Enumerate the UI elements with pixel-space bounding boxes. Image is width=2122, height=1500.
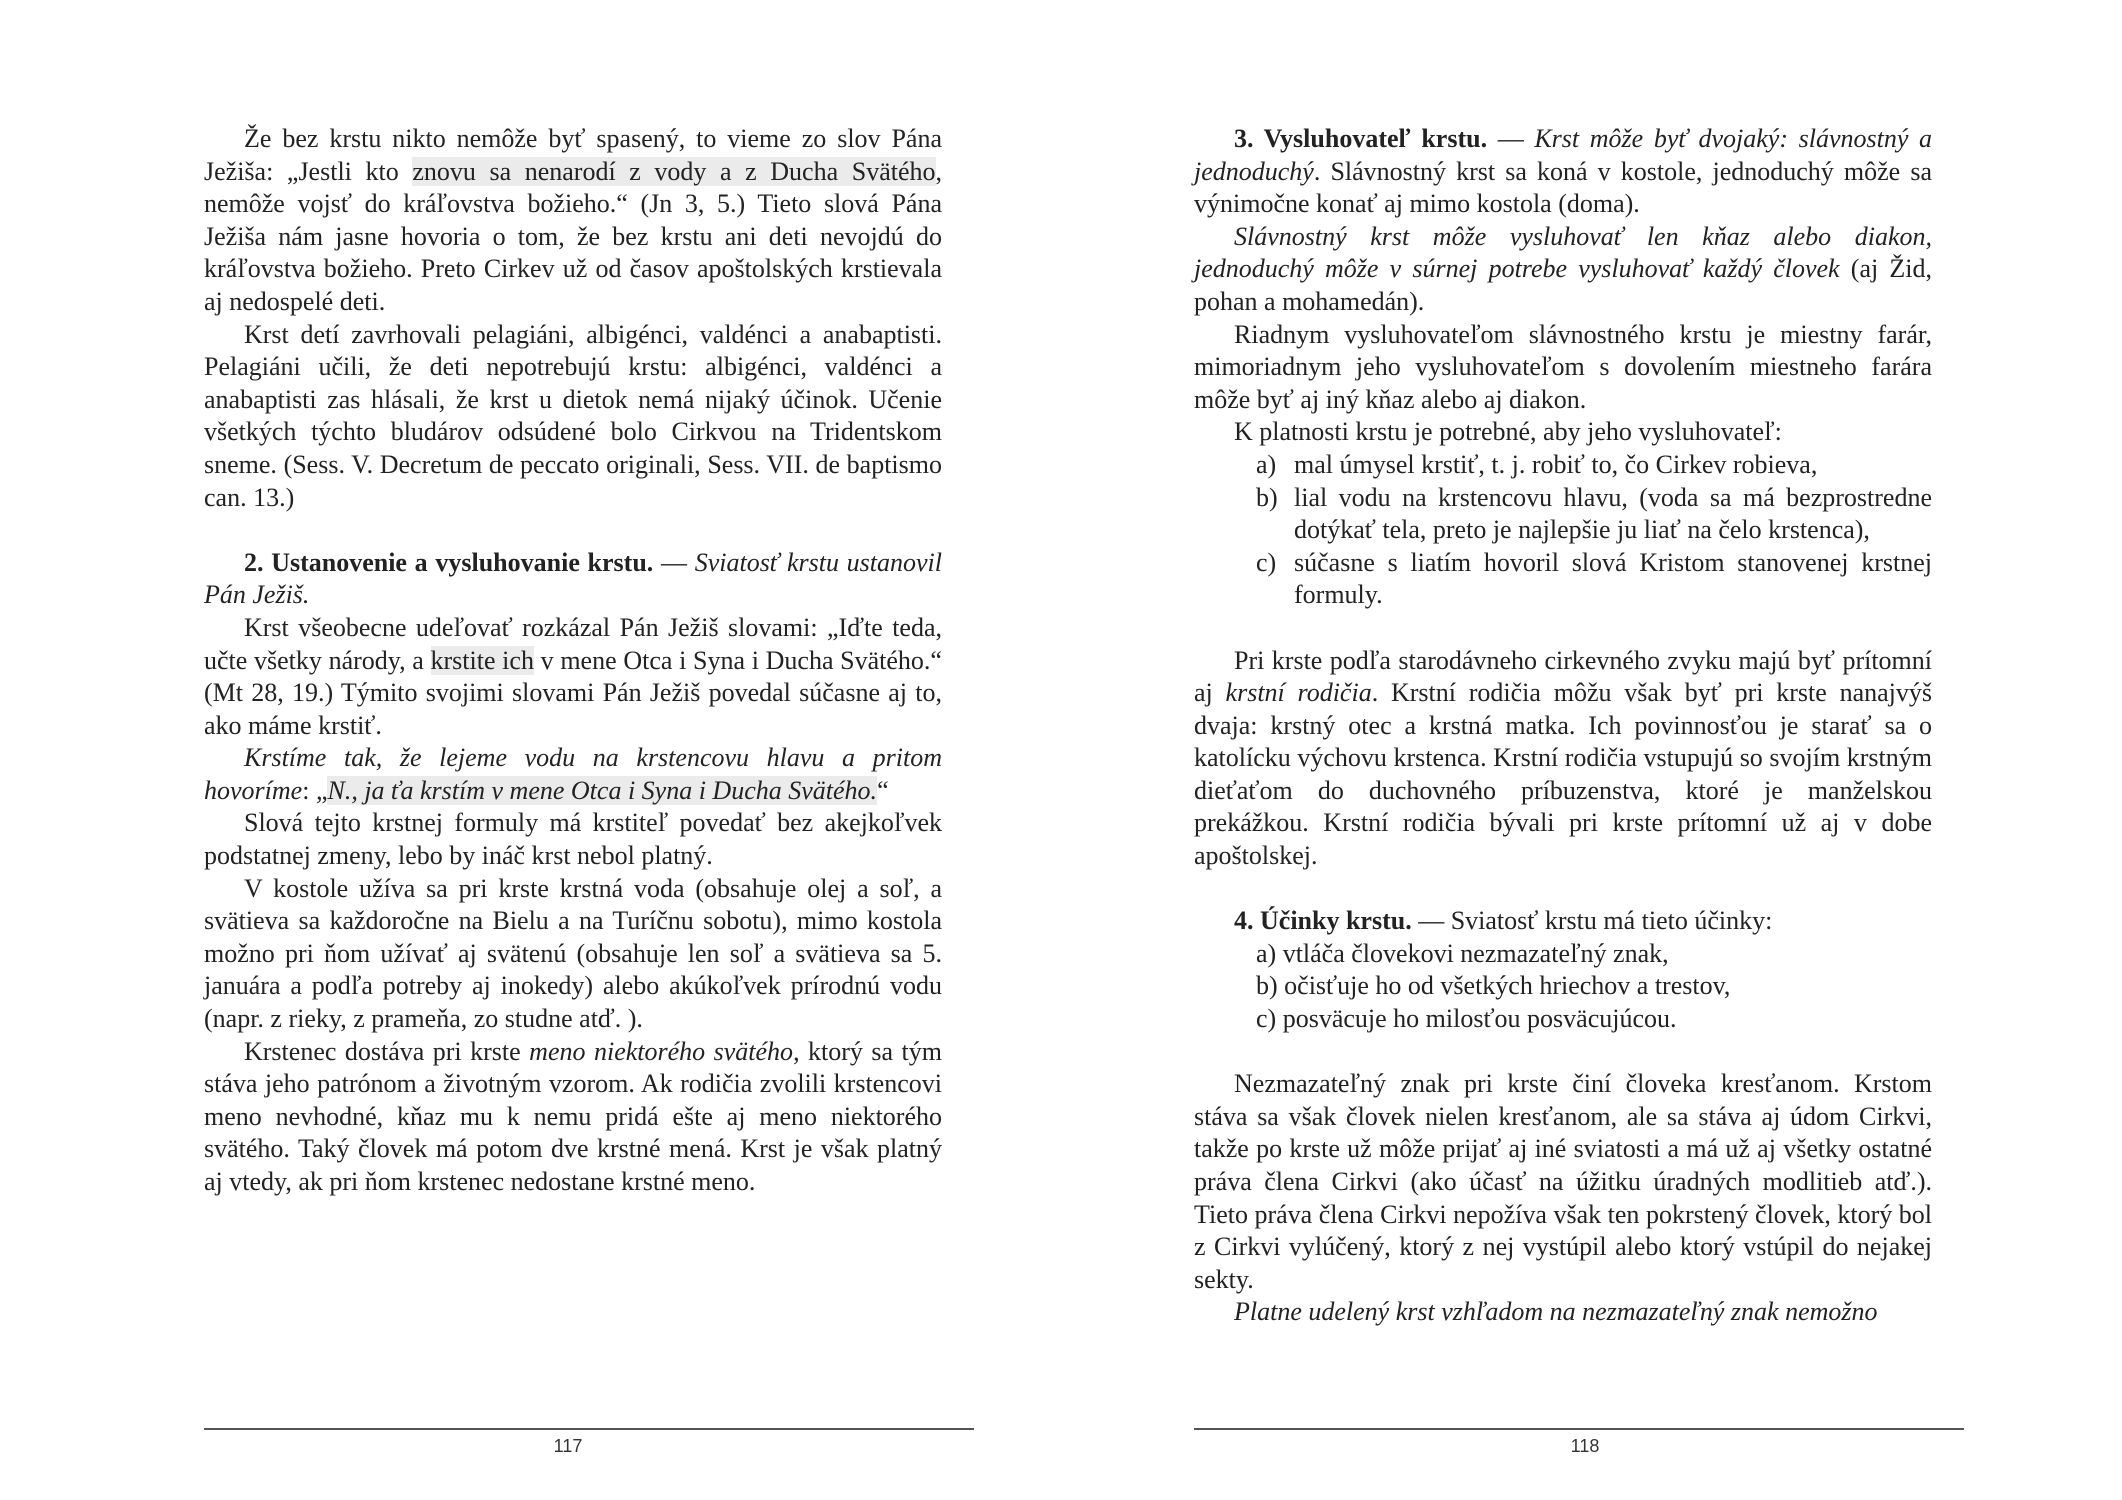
paragraph: Pri krste podľa starodávneho cirkevného zvyku majú byť prítomní aj krstní rodičia. Krstní rodičia môžu však byť pri krste nanajvýš dvaja: krstný otec a krstná matka. Ich povinnosťou je starať sa o katolícku výchovu krstenca. Krstní rodičia vstupujú so svojím krstným dieťaťom do duchovného príbuzenstva, ktoré je manželskou prekážkou. Krstní rodičia bývali pri krste prítomní už aj v dobe apoštolskej. [1194, 645, 1933, 871]
list-item: a) mal úmysel krstiť, t. j. robiť to, čo Cirkev robieva, [1256, 449, 1818, 479]
footer-rule [204, 1428, 974, 1430]
baptism-formula: N., ja ťa krstím v mene Otca i Syna i Ducha Svätého. [327, 775, 878, 805]
paragraph: Že bez krstu nikto nemôže byť spasený, to vieme zo slov Pána Ježiša: „Jestli kto znovu sa nenarodí z vody a z Ducha Svätého, nemôže vojsť do kráľovstva božieho.“ (Jn 3, 5.) Tieto slová Pána Ježiša nám jasne hovoria o tom, že bez krstu ani deti nevojdú do kráľovstva božieho. Preto Cirkev už od časov apoštolských krstievala aj nedospelé deti. [204, 124, 942, 316]
list-item: b) lial vodu na krstencovu hlavu, (voda sa má bezprostredne dotýkať tela, preto je najlepšie ju liať na čelo krstenca), [1256, 482, 1932, 545]
page-number: 118 [1570, 1436, 1600, 1456]
conditions-list [1194, 449, 1932, 612]
paragraph: Platne udelený krst vzhľadom na nezmazateľný znak nemožno [1234, 1297, 1878, 1327]
left-text-column [204, 123, 942, 1199]
paragraph: V kostole užíva sa pri krste krstná voda (obsahuje olej a soľ, a svätieva sa každoročne na Bielu a na Turíčnu sobotu), mimo kostola možno pri ňom užívať aj svätenú (obsahuje len soľ a svätieva sa 5. januára a podľa potreby aj inokedy) alebo akúkoľvek prírodnú vodu (napr. z rieky, z prameňa, zo studne atď. ). [204, 873, 942, 1034]
paragraph: Slávnostný krst môže vysluhovať len kňaz alebo diakon, jednoduchý môže v súrnej potrebe vysluhovať každý človek (aj Žid, pohan a mohamedán). [1194, 221, 1932, 316]
list-item: c) súčasne s liatím hovoril slová Kristom stanovenej krstnej formuly. [1256, 547, 1932, 610]
section-heading-4: 4. Účinky krstu. — Sviatosť krstu má tieto účinky: [1234, 906, 1773, 936]
right-text-column [1194, 123, 1932, 1329]
paragraph: K platnosti krstu je potrebné, aby jeho vysluhovateľ: [1234, 417, 1782, 447]
paragraph: Krst detí zavrhovali pelagiáni, albigénci, valdénci a anabaptisti. Pelagiáni učili, že deti nepotrebujú krstu: albigénci, valdénci a anabaptisti zas hlásali, že krst u dietok nemá nijaký účinok. Učenie všetkých týchto bludárov odsúdené bolo Cirkvou na Tridentskom sneme. (Sess. V. Decretum de peccato originali, Sess. VII. de baptismo can. 13.) [204, 319, 942, 512]
paragraph: Nezmazateľný znak pri krste činí človeka kresťanom. Krstom stáva sa však človek nielen kresťanom, ale sa stáva aj údom Cirkvi, takže po krste už môže prijať aj iné sviatosti a má už aj všetky ostatné práva člena Cirkvi (ako účasť na úžitku úradných modlitieb atď.). Tieto práva člena Cirkvi nepožíva však ten pokrstený človek, ktorý bol z Cirkvi vylúčený, ktorý z nej vystúpil alebo ktorý vstúpil do nejakej sekty. [1194, 1069, 1932, 1294]
paragraph: Krstenec dostáva pri krste meno niektorého svätého, ktorý sa tým stáva jeho patrónom a životným vzorom. Ak rodičia zvolili krstencovi meno nevhodné, kňaz mu k nemu pridá ešte aj meno niektorého svätého. Taký človek má potom dve krstné mená. Krst je však platný aj vtedy, ak pri ňom krstenec nedostane krstné meno. [204, 1036, 942, 1196]
right-page [1061, 0, 2122, 1500]
paragraph: Slová tejto krstnej formuly má krstiteľ povedať bez akejkoľvek podstatnej zmeny, lebo by ináč krst nebol platný. [204, 808, 942, 871]
paragraph: Riadnym vysluhovateľom slávnostného krstu je miestny farár, mimoriadnym jeho vysluhovateľom s dovolením miestneho farára môže byť aj iný kňaz alebo aj diakon. [1194, 319, 1932, 414]
footer-rule [1194, 1428, 1964, 1430]
list-item: c) posväcuje ho milosťou posväcujúcou. [1256, 1004, 1677, 1034]
paragraph: Krstíme tak, že lejeme vodu na krstencovu hlavu a pritom hovoríme: „N., ja ťa krstím v mene Otca i Syna i Ducha Svätého.“ [204, 743, 942, 805]
paragraph: Krst všeobecne udeľovať rozkázal Pán Ježiš slovami: „Iďte teda, učte všetky národy, a krstite ich v mene Otca i Syna i Ducha Svätého.“ (Mt 28, 19.) Týmito svojimi slovami Pán Ježiš povedal súčasne aj to, ako máme krstiť. [204, 612, 942, 740]
list-item: b) očisťuje ho od všetkých hriechov a trestov, [1256, 971, 1731, 1001]
highlighted-text: krstite ich [430, 645, 534, 675]
effects-list [1194, 938, 1932, 1036]
section-heading-2: 2. Ustanovenie a vysluhovanie krstu. — Sviatosť krstu ustanovil Pán Ježiš. [204, 547, 942, 610]
list-item: a) vtláča človekovi nezmazateľný znak, [1256, 938, 1669, 968]
section-heading-3: 3. Vysluhovateľ krstu. — Krst môže byť dvojaký: slávnostný a jednoduchý. Slávnostný krst sa koná v kostole, jednoduchý môže sa výnimočne konať aj mimo kostola (doma). [1194, 124, 1933, 219]
highlighted-text: znovu sa nenarodí z vody a z Ducha Svätého [412, 156, 936, 186]
page-number: 117 [553, 1436, 583, 1456]
